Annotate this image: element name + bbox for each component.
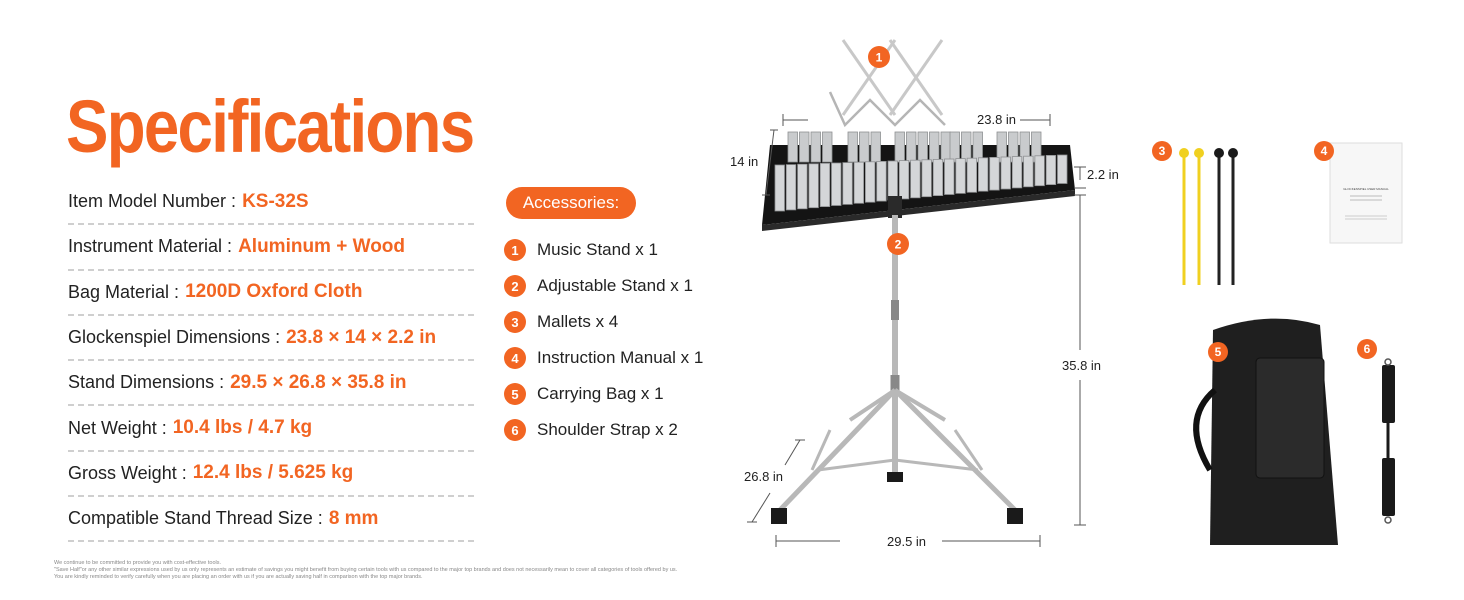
upper-bar <box>788 132 798 162</box>
upper-bar <box>918 132 928 162</box>
spec-value: 8 mm <box>328 507 379 529</box>
accessory-label: Carrying Bag x 1 <box>537 384 664 403</box>
spec-label: Instrument Material : <box>68 236 233 257</box>
callout-3 <box>1152 141 1172 161</box>
shoulder-straps <box>1382 359 1395 523</box>
number-badge: 6 <box>504 419 526 441</box>
spec-value: KS-32S <box>242 190 309 212</box>
accessory-label: Instruction Manual x 1 <box>537 348 704 367</box>
upper-bar <box>823 132 833 162</box>
lower-bar <box>843 163 853 205</box>
number-badge: 4 <box>504 347 526 369</box>
svg-text:3: 3 <box>1158 144 1166 158</box>
page-title: Specifications <box>66 85 474 168</box>
lower-bar <box>967 158 977 192</box>
accessory-label: Mallets x 4 <box>537 312 619 331</box>
upper-bar <box>800 132 810 162</box>
lower-bar <box>888 161 898 200</box>
svg-text:4: 4 <box>1320 144 1328 158</box>
lower-bar <box>786 165 796 210</box>
lower-bar <box>945 159 955 195</box>
spec-label: Net Weight : <box>68 417 167 438</box>
lower-bar <box>809 164 819 208</box>
spec-label: Glockenspiel Dimensions : <box>68 327 281 348</box>
spec-label: Stand Dimensions : <box>68 372 225 393</box>
callout-4 <box>1314 141 1334 161</box>
lower-bar <box>877 161 887 201</box>
lower-bar <box>1046 155 1056 184</box>
svg-text:6: 6 <box>1363 342 1371 356</box>
accessory-label: Music Stand x 1 <box>537 240 658 259</box>
number-badge: 3 <box>504 311 526 333</box>
spec-label: Item Model Number : <box>68 191 237 212</box>
upper-bar <box>811 132 821 162</box>
dimension-stand-height: 35.8 in <box>1062 358 1102 373</box>
dimension-stand-depth: 26.8 in <box>744 469 784 484</box>
svg-text:GLOCKENSPIEL USER MANUAL: GLOCKENSPIEL USER MANUAL <box>1343 187 1389 191</box>
number-badge: 5 <box>504 383 526 405</box>
accessory-label: Adjustable Stand x 1 <box>537 276 693 295</box>
disclaimer-line: We continue to be committed to provide you with cost-effective tools. <box>54 560 222 566</box>
disclaimer <box>54 560 677 581</box>
lower-bar <box>911 160 921 198</box>
dimension-height: 2.2 in <box>1087 167 1119 182</box>
disclaimer-line: You are kindly reminded to verify carefully when you are placing an order with us if you are actually saving half in comparison with the top major brands. <box>54 574 423 580</box>
callout-1 <box>868 46 890 68</box>
disclaimer-line: "Save Half"or any other similar expressions used by us only represents an estimate of savings you might benefit from buying certain tools with us compared to the major top brands and does not necessarily mean to cover all categories of tools offered by us. <box>54 567 678 573</box>
lower-bar <box>865 162 875 202</box>
spec-value: 23.8 × 14 × 2.2 in <box>286 326 437 348</box>
upper-bar <box>950 132 960 162</box>
accessories-heading: Accessories: <box>506 187 636 219</box>
lower-bar <box>798 164 808 209</box>
spec-value: 12.4 lbs / 5.625 kg <box>192 462 354 484</box>
lower-bar <box>1001 157 1011 189</box>
accessory-label: Shoulder Strap x 2 <box>537 420 678 439</box>
upper-bar <box>907 132 917 162</box>
lower-bar <box>1024 156 1034 187</box>
upper-bar <box>848 132 858 162</box>
lower-bar <box>933 159 943 195</box>
spec-label: Gross Weight : <box>68 462 187 483</box>
lower-bar <box>1035 156 1045 186</box>
lower-bar <box>990 157 1000 190</box>
mallets <box>1179 148 1238 285</box>
upper-bar <box>871 132 881 162</box>
svg-text:1: 1 <box>875 50 883 65</box>
spec-value: Aluminum + Wood <box>238 235 406 257</box>
lower-bar <box>820 163 830 206</box>
callout-2 <box>887 233 909 255</box>
glockenspiel <box>762 132 1075 231</box>
dimension-width: 23.8 in <box>977 112 1017 127</box>
lower-bar <box>922 160 932 197</box>
number-badge: 2 <box>504 275 526 297</box>
spec-value: 29.5 × 26.8 × 35.8 in <box>230 371 407 393</box>
lower-bar <box>1058 155 1068 184</box>
lower-bar <box>832 163 842 206</box>
callout-5 <box>1208 342 1228 362</box>
upper-bar <box>860 132 870 162</box>
number-badge: 1 <box>504 239 526 261</box>
upper-bar <box>941 132 951 162</box>
lower-bar <box>1012 157 1022 188</box>
dimension-stand-width: 29.5 in <box>887 534 927 549</box>
svg-text:5: 5 <box>1214 345 1222 359</box>
spec-label: Compatible Stand Thread Size : <box>68 508 323 529</box>
lower-bar <box>899 161 909 199</box>
upper-bar <box>930 132 940 162</box>
lower-bar <box>775 165 785 211</box>
spec-value: 1200D Oxford Cloth <box>185 281 363 303</box>
instruction-manual <box>1330 143 1402 243</box>
lower-bar <box>854 162 864 203</box>
callout-6 <box>1357 339 1377 359</box>
upper-bar <box>962 132 972 162</box>
spec-value: 10.4 lbs / 4.7 kg <box>172 417 313 439</box>
spec-label: Bag Material : <box>68 281 180 302</box>
svg-text:2: 2 <box>894 237 902 252</box>
lower-bar <box>956 159 966 194</box>
dimension-depth: 14 in <box>730 154 759 169</box>
lower-bar <box>978 158 988 191</box>
upper-bar <box>895 132 905 162</box>
